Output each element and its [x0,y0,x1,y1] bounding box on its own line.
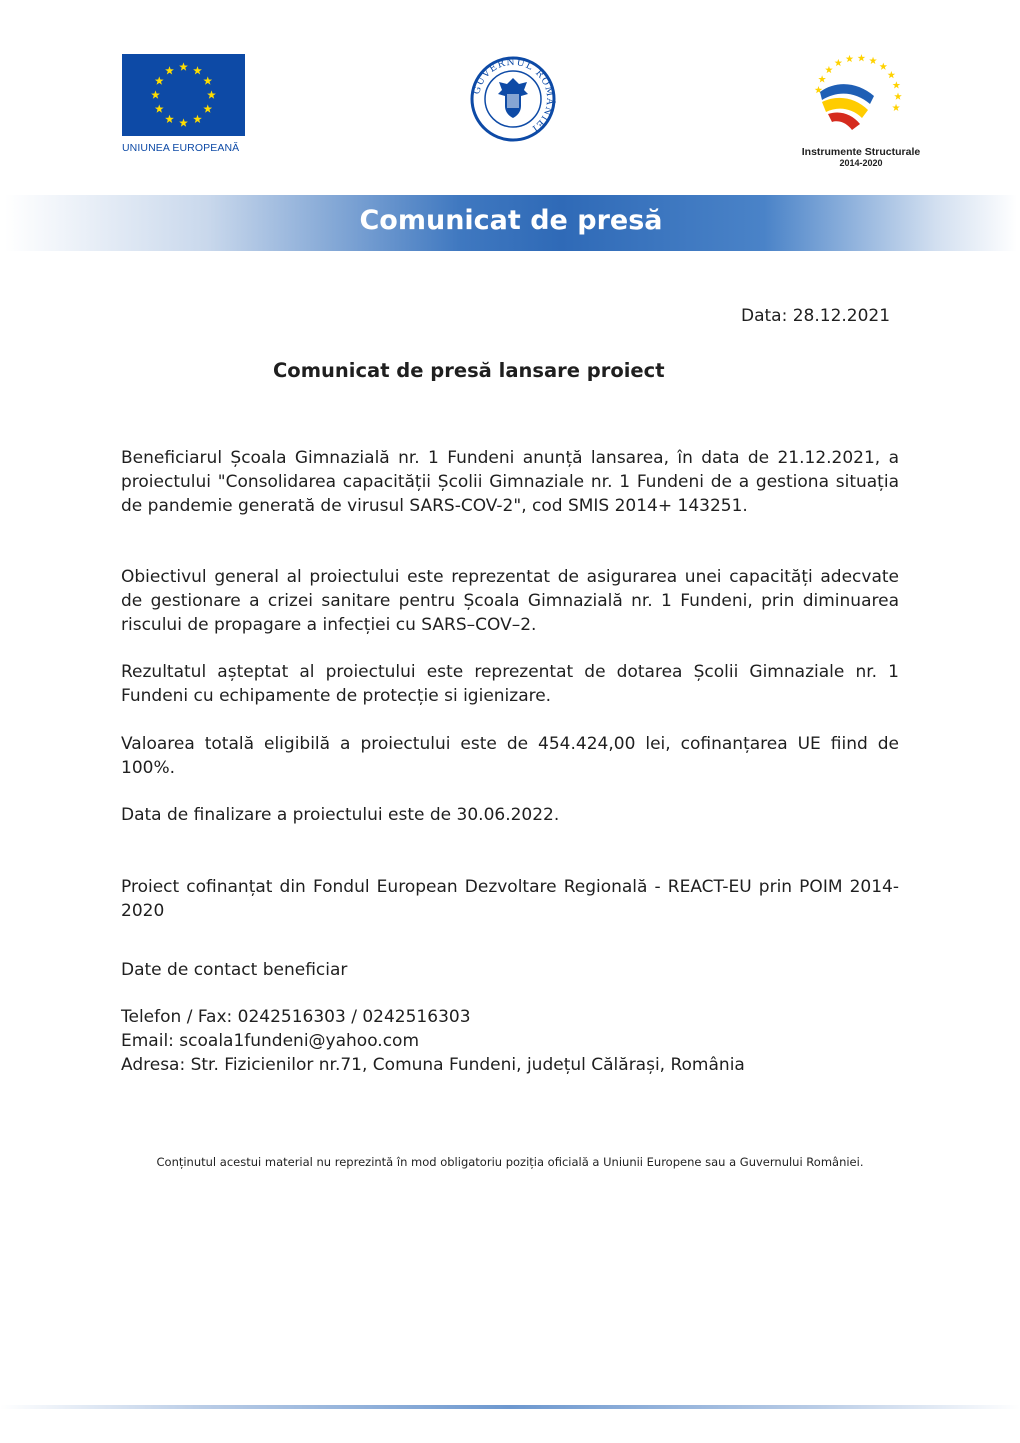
government-logo [470,56,556,142]
paragraph-announcement: Beneficiarul Școala Gimnazială nr. 1 Fundeni anunță lansarea, în data de 21.12.2021, a proiectului "Consolidarea capacității Școlii Gimnaziale nr. 1 Fundeni de a gestiona situația de pandemie generată de virusul SARS-COV-2", cod SMIS 2014+ 143251. [121,448,899,516]
is-star-icon [869,57,877,64]
paragraph-value: Valoarea totală eligibilă a proiectului este de 454.424,00 lei, cofinanțarea UE fiind de 100%. [121,734,899,778]
footer-divider [0,1405,1020,1409]
is-star-icon [893,81,901,88]
eu-label: UNIUNEA EUROPEANĂ [122,142,240,154]
contact-block [121,1005,899,1077]
is-label-line1: Instrumente Structurale [801,146,921,158]
eu-logo [122,54,246,154]
contact-address: Adresa: Str. Fizicienilor nr.71, Comuna Fundeni, județul Călărași, România [121,1055,745,1075]
header-banner [5,195,1017,251]
paragraph-result: Rezultatul așteptat al proiectului este reprezentat de dotarea Școlii Gimnaziale nr. 1 Fundeni cu echipamente de protecție si igienizare. [121,662,899,706]
is-star-icon [894,93,902,100]
instrumente-structurale-logo [796,50,926,168]
contact-phone: Telefon / Fax: 0242516303 / 0242516303 [121,1007,471,1027]
is-star-icon [825,66,833,73]
is-star-icon [892,104,900,111]
banner-title: Comunicat de presă [359,205,663,236]
is-star-icon [888,71,896,78]
paragraph-cofinancing: Proiect cofinanțat din Fondul European Dezvoltare Regională - REACT-EU prin POIM 2014-2020 [121,877,899,921]
romanian-coat-of-arms-icon [470,56,556,142]
document-title: Comunicat de presă lansare proiect [273,359,665,382]
is-star-icon [880,63,888,70]
is-star-icon [858,54,866,61]
structural-instruments-emblem-icon [796,50,926,142]
paragraph-end-date: Data de finalizare a proiectului este de 30.06.2022. [121,805,560,825]
paragraph-objective: Obiectivul general al proiectului este reprezentat de asigurarea unei capacități adecvate de gestionare a crizei sanitare pentru Școala Gimnazială nr. 1 Fundeni, prin diminuarea riscului de propagare a infecției cu SARS–COV–2. [121,567,899,635]
is-star-icon [818,75,826,82]
eu-flag-icon [122,54,245,136]
is-star-icon [835,59,843,66]
document-date: Data: 28.12.2021 [741,306,891,326]
government-ring-text: GUVERNUL ROMÂNIEI [471,56,556,135]
contact-email[interactable]: Email: scoala1fundeni@yahoo.com [121,1031,420,1051]
is-star-icon [846,55,854,62]
contact-heading: Date de contact beneficiar [121,960,348,980]
is-label-line2: 2014-2020 [839,158,883,168]
disclaimer: Conținutul acestui material nu reprezintă în mod obligatoriu poziția oficială a Uniunii Europene sau a Guvernului României. [156,1155,864,1169]
